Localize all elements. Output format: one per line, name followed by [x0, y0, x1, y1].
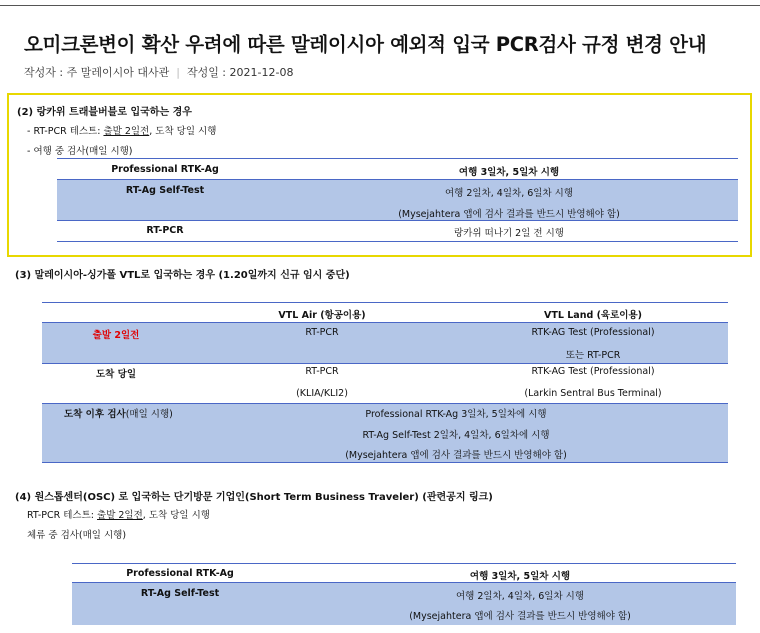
s2-heading: (2) 랑카위 트래블버블로 입국하는 경우	[17, 107, 192, 118]
post-meta	[24, 64, 293, 80]
table-cell: RT-Ag Self-Test	[125, 185, 205, 196]
table-header-cell: 여행 3일차, 5일차 시행	[469, 571, 571, 582]
table-cell: RT-PCR	[305, 327, 339, 338]
table-cell: RT-Ag Self-Test	[140, 588, 220, 599]
table-cell: RT-PCR	[146, 225, 184, 236]
table-rule	[42, 462, 728, 463]
table-rule	[57, 220, 738, 221]
table-header-cell: Professional RTK-Ag	[111, 164, 219, 175]
post-date: 작성일 : 2021-12-08	[186, 66, 294, 79]
table-cell: (Mysejahtera 앱에 검사 결과를 반드시 반영해야 함)	[345, 450, 567, 461]
s4-line1: RT-PCR 테스트: 출발 2일전, 도착 당일 시행	[27, 510, 210, 521]
table-rule	[57, 158, 738, 159]
table-cell: 도착 이후 검사(매일 시행)	[64, 409, 173, 420]
table-cell: (Mysejahtera 앱에 검사 결과를 반드시 반영해야 함)	[398, 209, 620, 220]
author: 작성자 : 주 말레이시아 대사관	[24, 66, 170, 79]
table-cell: RTK-AG Test (Professional)	[531, 327, 655, 338]
table-cell: 랑카위 떠나기 2일 전 시행	[454, 228, 564, 239]
table-header-cell: VTL Air (항공이용)	[278, 310, 366, 321]
table-cell: (Mysejahtera 앱에 검사 결과를 반드시 반영해야 함)	[409, 611, 631, 622]
s2-line2: - 여행 중 검사(매일 시행)	[27, 146, 133, 157]
table-cell: (Larkin Sentral Bus Terminal)	[524, 388, 662, 399]
table-cell: (KLIA/KLI2)	[296, 388, 348, 399]
table-cell: 여행 2일차, 4일차, 6일차 시행	[444, 188, 574, 199]
page-title: 오미크론변이 확산 우려에 따른 말레이시아 예외적 입국 PCR검사 규정 변경 안내	[24, 33, 707, 56]
table-header-cell: VTL Land (육로이용)	[544, 310, 642, 321]
table-rule	[72, 563, 736, 564]
table-cell: 여행 2일차, 4일차, 6일차 시행	[455, 591, 585, 602]
table-cell-highlight: 출발 2일전	[92, 330, 140, 341]
table-header-cell: 여행 3일차, 5일차 시행	[458, 167, 560, 178]
table-cell: RTK-AG Test (Professional)	[531, 366, 655, 377]
s4-heading: (4) 원스톱센터(OSC) 로 입국하는 단기방문 기업인(Short Term Business Traveler) (관련공지 링크)	[15, 492, 493, 503]
s4-line2: 체류 중 검사(매일 시행)	[27, 530, 127, 541]
table-rule	[42, 302, 728, 303]
table-cell: RT-PCR	[305, 366, 339, 377]
meta-divider: |	[176, 66, 180, 79]
table-cell: RT-Ag Self-Test 2일차, 4일차, 6일차에 시행	[362, 430, 550, 441]
table-cell: Professional RTK-Ag 3일차, 5일차에 시행	[365, 409, 547, 420]
s2-line1: - RT-PCR 테스트: 출발 2일전, 도착 당일 시행	[27, 126, 217, 137]
table-rule	[42, 363, 728, 364]
table-rule	[57, 241, 738, 242]
table-header-cell: Professional RTK-Ag	[126, 568, 234, 579]
s3-heading: (3) 말레이시아-싱가폴 VTL로 입국하는 경우 (1.20일까지 신규 임시 중단)	[15, 270, 350, 281]
table-cell: 또는 RT-PCR	[565, 350, 621, 361]
top-border	[0, 5, 760, 6]
table-cell: 도착 당일	[95, 369, 137, 380]
